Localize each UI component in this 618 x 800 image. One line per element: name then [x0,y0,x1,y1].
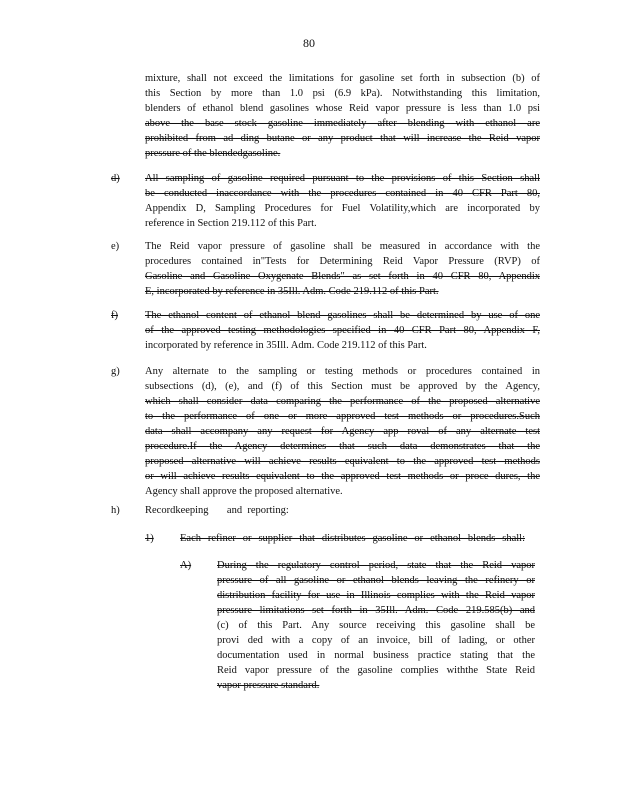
text-line: subsections (d), (e), and (f) of this Section must be approved by the Agency, [145,381,540,392]
page-number: 80 [303,36,315,50]
paragraph-f-label: f) [111,310,118,321]
text-line: Gasoline and Gasoline Oxygenate Blends" as set forth in 40 CFR 80, Appendix [145,271,540,282]
text-line: documentation used in normal business practice stating that the [217,650,535,661]
text-line: procedure.If the Agency determines that such data demonstrates that the [145,441,540,452]
text-line: provi ded with a copy of an invoice, bill of lading, or other [217,635,535,646]
text-line: The Reid vapor pressure of gasoline shall be measured in accordance with the [145,241,540,252]
paragraph-h-label: h) [111,505,120,516]
text-line: Agency shall approve the proposed alternative. [145,486,343,497]
text-line: be conducted inaccordance with the procedures contained in 40 CFR Part 80, [145,188,540,199]
text-line: above the base stock gasoline immediately after blending with ethanol are [145,118,540,129]
text-line: Appendix D, Sampling Procedures for Fuel Volatility,which are incorporated by [145,203,540,214]
text-line: Any alternate to the sampling or testing methods or procedures contained in [145,366,540,377]
text-line: procedures contained in"Tests for Determining Reid Vapor Pressure (RVP) of [145,256,540,267]
text-line: vapor pressure standard. [217,680,320,691]
text-line: data shall accompany any request for Agency app roval of any alternate test [145,426,540,437]
text-line: reference in Section 219.112 of this Part. [145,218,317,229]
text-line: prohibited from ad ding butane or any product that will increase the Reid vapor [145,133,540,144]
text-line: pressure of all gasoline or ethanol blends leaving the refinery or [217,575,535,586]
text-line: (c) of this Part. Any source receiving this gasoline shall be [217,620,535,631]
paragraph-f [145,308,540,353]
text-line: The ethanol content of ethanol blend gasolines shall be determined by use of one [145,310,540,321]
text-line: proposed alternative will achieve results equivalent to the approved test methods [145,456,540,467]
subsection-1-label: 1) [145,533,154,544]
subsection-a [217,558,535,693]
paragraph-e [145,239,540,299]
text-line: to the performance of one or more approved test methods or procedures.Such [145,411,540,422]
paragraph-d [145,171,540,231]
paragraph-e-label: e) [111,241,120,252]
text-line: E, incorporated by reference in 35Ill. Adm. Code 219.112 of this Part. [145,286,439,297]
paragraph-g [145,364,540,499]
text-line: pressure of the blendedgasoline. [145,148,281,159]
text-line: or will achieve results equivalent to the approved test methods or proce dures, the [145,471,540,482]
text-line: of the approved testing methodologies specified in 40 CFR Part 80, Appendix F, [145,325,540,336]
text-line: this Section by more than 1.0 psi (6.9 kPa). Notwithstanding this limitation, [145,88,540,99]
text-line: mixture, shall not exceed the limitations for gasoline set forth in subsection (b) of [145,73,540,84]
text-line: During the regulatory control period, state that the Reid vapor [217,560,535,571]
paragraph-d-label: d) [111,173,120,184]
text-line: Reid vapor pressure of the gasoline complies withthe State Reid [217,665,535,676]
subsection-1-text: Each refiner or supplier that distributes gasoline or ethanol blends shall: [180,533,525,544]
text-line: which shall consider data comparing the performance of the proposed alternative [145,396,540,407]
paragraph-g-label: g) [111,366,120,377]
text-line: All sampling of gasoline required pursuant to the provisions of this Section shall [145,173,540,184]
paragraph-h-heading: Recordkeeping and reporting: [145,505,289,516]
text-line: blenders of ethanol blend gasolines whose Reid vapor pressure is less than 1.0 psi [145,103,540,114]
text-line: distribution facility for use in Illinois complies with the Reid vapor [217,590,535,601]
subsection-a-label: A) [180,560,192,571]
text-line: pressure limitations set forth in 35Ill. Adm. Code 219.585(b) and [217,605,535,616]
text-line: incorporated by reference in 35Ill. Adm. Code 219.112 of this Part. [145,340,427,351]
paragraph-c-continuation [145,71,540,161]
